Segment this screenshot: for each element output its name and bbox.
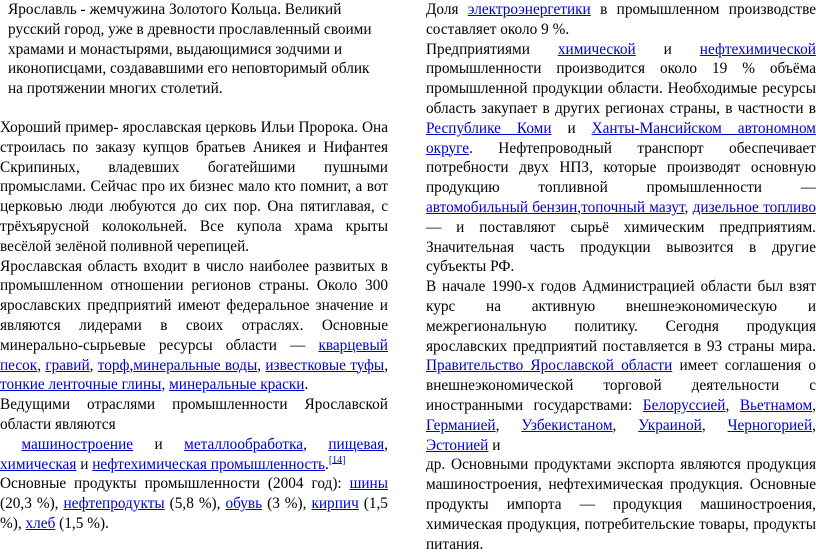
link-shiny[interactable]: шины (349, 475, 388, 493)
link-mash[interactable]: машиностроение (21, 435, 134, 453)
energy-post: в промышленном производстве составляет около 9 %. (426, 1, 816, 38)
link-germany[interactable]: Германией (426, 416, 496, 434)
link-petrochem[interactable]: нефтехимической (699, 40, 816, 58)
link-estonia[interactable]: Эстонией (426, 436, 489, 454)
link-benzin[interactable]: автомобильный бензин (426, 198, 578, 216)
chem-pre: Предприятиями (426, 40, 558, 58)
link-nefteprod[interactable]: нефтепродукты (63, 495, 165, 513)
link-mineral-vody[interactable]: минеральные воды (133, 356, 258, 374)
branches-paragraph: Ведущими отраслями промышленности Ярославской области являются машиностроение и металлообработка, пищевая, химическая и нефтехимическая промышленность.[14] (0, 396, 388, 473)
intro-paragraph: Ярославль - жемчужина Золотого Кольца. Великий русский город, уже в древности прославленный своими храмами и монастырями, выдающимися зодчими и иконописцами, создававшими его неповторимый облик на протяжении многих столетий. (8, 1, 372, 98)
left-column (0, 0, 388, 534)
link-mazut[interactable]: топочный мазут (581, 198, 685, 216)
chem-and: и (635, 40, 700, 58)
gov-text: имеет соглашения о внешнеэкономической торговой деятельности с иностранными государствами: (426, 357, 816, 414)
chem-text: промышленности производится около 19 % объёма промышленной продукции области. Необходимые ресурсы область закупает в других регионах страны, в частности в (426, 60, 816, 117)
link-government[interactable]: Правительство Ярославской области (426, 357, 673, 375)
and-text: и (133, 435, 185, 453)
link-komi[interactable]: Республике Коми (426, 119, 552, 137)
right-column (426, 0, 816, 554)
link-kirpich[interactable]: кирпич (311, 495, 359, 513)
obuv-value: (3 %), (262, 495, 312, 513)
products-paragraph (0, 474, 388, 533)
energy-pre: Доля (426, 1, 468, 18)
reg-and: и (551, 119, 592, 137)
link-pish[interactable]: пищевая (328, 435, 385, 453)
industry-paragraph: Ярославская область входит в число наиболее развитых в промышленном отношении регионов страны. Около 300 ярославских предприятий имеют федеральное значение и являются лидерами в своих отраслях. Основные минерально-сырьевые ресурсы области — кварцевый песок, гравий, торф,минеральные воды, известковые туфы, тонкие ленточные глины, минеральные краски. (0, 257, 389, 394)
neft-value: (5,8 %), (164, 495, 226, 513)
link-glina[interactable]: тонкие ленточные глины (0, 376, 162, 394)
link-belarus[interactable]: Белоруссией (642, 396, 726, 414)
link-obuv[interactable]: обувь (225, 495, 263, 513)
link-energy[interactable]: электроэнергетики (467, 1, 591, 18)
shiny-value: (20,3 %), (0, 495, 64, 513)
energy-paragraph (426, 0, 816, 40)
link-metal[interactable]: металлообработка (184, 435, 304, 453)
link-kvarc[interactable]: кварцевый песок (0, 336, 388, 374)
footnote-link[interactable]: [14] (328, 454, 346, 466)
link-ukraine[interactable]: Украиной (638, 416, 702, 434)
countries-end: и (488, 436, 501, 454)
hleb-value: (1,5 %). (55, 514, 109, 532)
link-torf[interactable]: торф (97, 356, 130, 374)
export-paragraph: В начале 1990-х годов Администрацией области был взят курс на активную внешнеэкономическую и межрегиональную политику. Сегодня продукция ярославских предприятий поставляется в 93 страны мира. Правительство Ярославской области имеет соглашения о внешнеэкономической торговой деятельности с иностранными государствами: Белоруссией, Вьетнамом, Германией, Узбекистаном, Украиной, Черногорией, Эстонией и (426, 278, 816, 454)
church-paragraph: Хороший пример- ярославская церковь Ильи Пророка. Она строилась по заказу купцов братьев Аникея и Нифантея Скрипиных, владевших богатейшими пушными промыслами. Сейчас про их бизнес мало кто помнит, а вот церковью люди любуются до сих пор. Она пятиглавая, с трёхъярусной колокольней. Все купола храма крыты весёлой зелёной поливной черепицей. (0, 118, 388, 255)
link-montenegro[interactable]: Черногорией (727, 416, 813, 434)
trade-paragraph: др. Основными продуктами экспорта являются продукция машиностроения, нефтехимическая продукция. Основные продукты импорта — продукция машиностроения, химическая продукция, потребительские товары, продукты питания. (426, 456, 816, 553)
pipe-text: . Нефтепроводный транспорт обеспечивает потребности двух НПЗ, которые производят основную продукцию топливной промышленности — (426, 139, 816, 197)
industry-text: Ярославская область входит в число наиболее развитых в промышленном отношении регионов страны. Около 300 ярославских предприятий имеют федеральное значение и являются лидерами в своих отраслях. Основные минерально-сырьевые ресурсы области — (0, 257, 388, 354)
link-neft[interactable]: нефтехимическая промышленность (92, 455, 325, 473)
link-kraski[interactable]: минеральные краски (169, 376, 305, 394)
chem-paragraph: Предприятиями химической и нефтехимической промышленности производится около 19 % объёма промышленной продукции области. Необходимые ресурсы область закупает в других регионах страны, в частности в Республике Коми и Ханты-Мансийском автономном округе. Нефтепроводный транспорт обеспечивает потребности двух НПЗ, которые производят основную продукцию топливной промышленности — автомобильный бензин,топочный мазут, дизельное топливо — и поставляют сырьё химическим предприятиям. Значительная часть продукции вывозится в другие субъекты РФ. (426, 40, 816, 276)
link-vietnam[interactable]: Вьетнамом (739, 396, 813, 414)
products-text: Основные продукты промышленности (2004 год): (0, 475, 350, 493)
link-uzbekistan[interactable]: Узбекистаном (521, 416, 613, 434)
kirpich-value: (1,5 %), (0, 495, 388, 532)
branches-text: Ведущими отраслями промышленности Ярославской области являются (0, 396, 388, 433)
link-dizel[interactable]: дизельное топливо (692, 198, 816, 216)
export-text: В начале 1990-х годов Администрацией области был взят курс на активную внешнеэкономическую и межрегиональную политику. Сегодня продукция ярославских предприятий поставляется в 93 страны мира. (426, 278, 816, 355)
and-text-2: и (76, 455, 93, 473)
link-hmao[interactable]: Ханты-Мансийском автономном округе (426, 119, 816, 157)
link-izvest[interactable]: известковые туфы (265, 356, 385, 374)
link-him[interactable]: химическая (0, 455, 77, 473)
link-chem[interactable]: химической (557, 40, 636, 58)
link-hleb[interactable]: хлеб (25, 514, 56, 532)
link-graviy[interactable]: гравий (45, 356, 90, 374)
paragraph-gap (0, 99, 388, 118)
fuel-text: — и поставляют сырьё химическим предприятиям. Значительная часть продукции вывозится в другие субъекты РФ. (426, 218, 816, 276)
